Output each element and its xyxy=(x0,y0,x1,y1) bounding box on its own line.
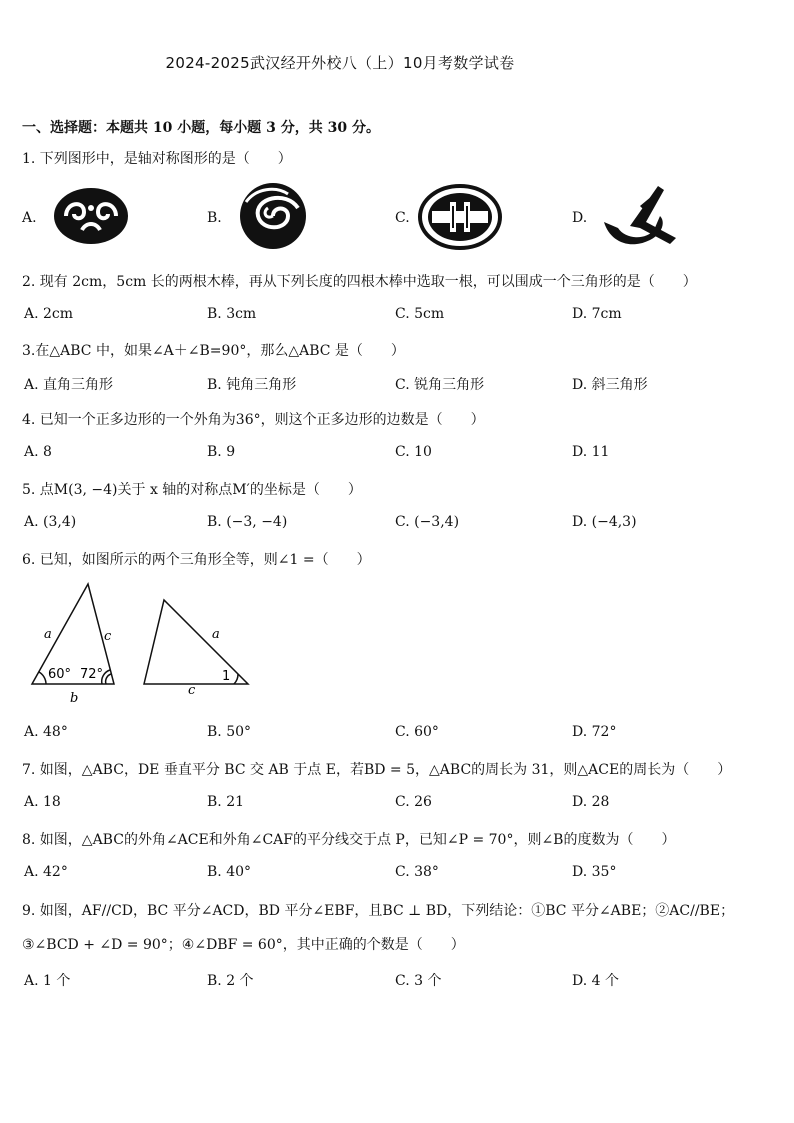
q2-option-c: C. 5cm xyxy=(395,306,445,322)
q6-option-d: D. 72° xyxy=(572,724,617,740)
q1-option-a: A. xyxy=(22,210,37,226)
q3-option-b: B. 钝角三角形 xyxy=(207,377,297,393)
q4-option-b: B. 9 xyxy=(207,444,236,460)
q3-option-d: D. 斜三角形 xyxy=(572,377,648,393)
q5-option-c: C. (−3,4) xyxy=(395,514,460,530)
question-2-stem: 2. 现有 2cm，5cm 长的两根木棒，再从下列长度的四根木棒中选取一根，可以围成一个三角形的是（ ） xyxy=(22,274,697,290)
congruent-triangles-figure xyxy=(22,578,262,706)
q4-option-c: C. 10 xyxy=(395,444,432,460)
question-1-stem: 1. 下列图形中，是轴对称图形的是（ ） xyxy=(22,151,292,167)
left-angle-72-label: 72° xyxy=(80,667,104,682)
triangle-right xyxy=(144,600,248,684)
q3-option-a: A. 直角三角形 xyxy=(24,377,114,393)
bank-coin-icon xyxy=(418,184,502,250)
q7-option-a: A. 18 xyxy=(24,794,61,810)
spiral-swirl-icon xyxy=(236,182,310,250)
q9-option-c: C. 3 个 xyxy=(395,973,442,989)
left-angle-60-label: 60° xyxy=(48,667,72,682)
q5-option-d: D. (−4,3) xyxy=(572,514,637,530)
q6-option-b: B. 50° xyxy=(207,724,252,740)
question-9-stem: 9. 如图，AF//CD，BC 平分∠ACD，BD 平分∠EBF，且BC ⊥ BD，下列结论：①BC 平分∠ABE；②AC//BE； xyxy=(22,903,735,919)
q8-option-d: D. 35° xyxy=(572,864,617,880)
q8-option-b: B. 40° xyxy=(207,864,252,880)
right-side-c-label: c xyxy=(188,683,196,698)
page-title: 2024-2025武汉经开外校八（上）10月考数学试卷 xyxy=(165,54,515,72)
q3-option-c: C. 锐角三角形 xyxy=(395,377,485,393)
q8-option-a: A. 42° xyxy=(24,864,68,880)
q7-option-d: D. 28 xyxy=(572,794,610,810)
q1-option-c: C. xyxy=(395,210,410,226)
q1-option-d: D. xyxy=(572,210,588,226)
q5-option-b: B. (−3, −4) xyxy=(207,514,288,530)
q6-option-c: C. 60° xyxy=(395,724,439,740)
q2-option-b: B. 3cm xyxy=(207,306,257,322)
right-angle-1-label: 1 xyxy=(222,669,231,684)
left-side-c-label: c xyxy=(104,629,112,644)
section-heading: 一、选择题：本题共 10 小题，每小题 3 分，共 30 分。 xyxy=(22,120,380,136)
q9-option-a: A. 1 个 xyxy=(24,973,71,989)
q2-option-a: A. 2cm xyxy=(24,306,74,322)
question-4-stem: 4. 已知一个正多边形的一个外角为36°，则这个正多边形的边数是（ ） xyxy=(22,412,485,428)
question-8-stem: 8. 如图，△ABC的外角∠ACE和外角∠CAF的平分线交于点 P，已知∠P = 70°，则∠B的度数为（ ） xyxy=(22,832,676,848)
ribbon-knot-icon xyxy=(600,182,680,252)
right-side-a-label: a xyxy=(212,627,220,642)
q4-option-d: D. 11 xyxy=(572,444,610,460)
q5-option-a: A. (3,4) xyxy=(24,514,77,530)
question-7-stem: 7. 如图，△ABC，DE 垂直平分 BC 交 AB 于点 E，若BD = 5，△ABC的周长为 31，则△ACE的周长为（ ） xyxy=(22,762,732,778)
q7-option-c: C. 26 xyxy=(395,794,432,810)
question-6-stem: 6. 已知，如图所示的两个三角形全等，则∠1 =（ ） xyxy=(22,552,371,568)
q9-option-d: D. 4 个 xyxy=(572,973,619,989)
cloud-swirl-icon xyxy=(52,186,130,246)
left-side-a-label: a xyxy=(44,627,52,642)
q4-option-a: A. 8 xyxy=(24,444,52,460)
q1-option-b: B. xyxy=(207,210,222,226)
q9-option-b: B. 2 个 xyxy=(207,973,254,989)
question-5-stem: 5. 点M(3, −4)关于 x 轴的对称点M′的坐标是（ ） xyxy=(22,482,362,498)
q6-option-a: A. 48° xyxy=(24,724,68,740)
question-3-stem: 3.在△ABC 中，如果∠A＋∠B=90°，那么△ABC 是（ ） xyxy=(22,343,405,359)
q8-option-c: C. 38° xyxy=(395,864,439,880)
q2-option-d: D. 7cm xyxy=(572,306,622,322)
q7-option-b: B. 21 xyxy=(207,794,245,810)
left-side-b-label: b xyxy=(70,691,79,706)
question-9-stem-continued: ③∠BCD + ∠D = 90°；④∠DBF = 60°，其中正确的个数是（ ） xyxy=(22,937,465,953)
